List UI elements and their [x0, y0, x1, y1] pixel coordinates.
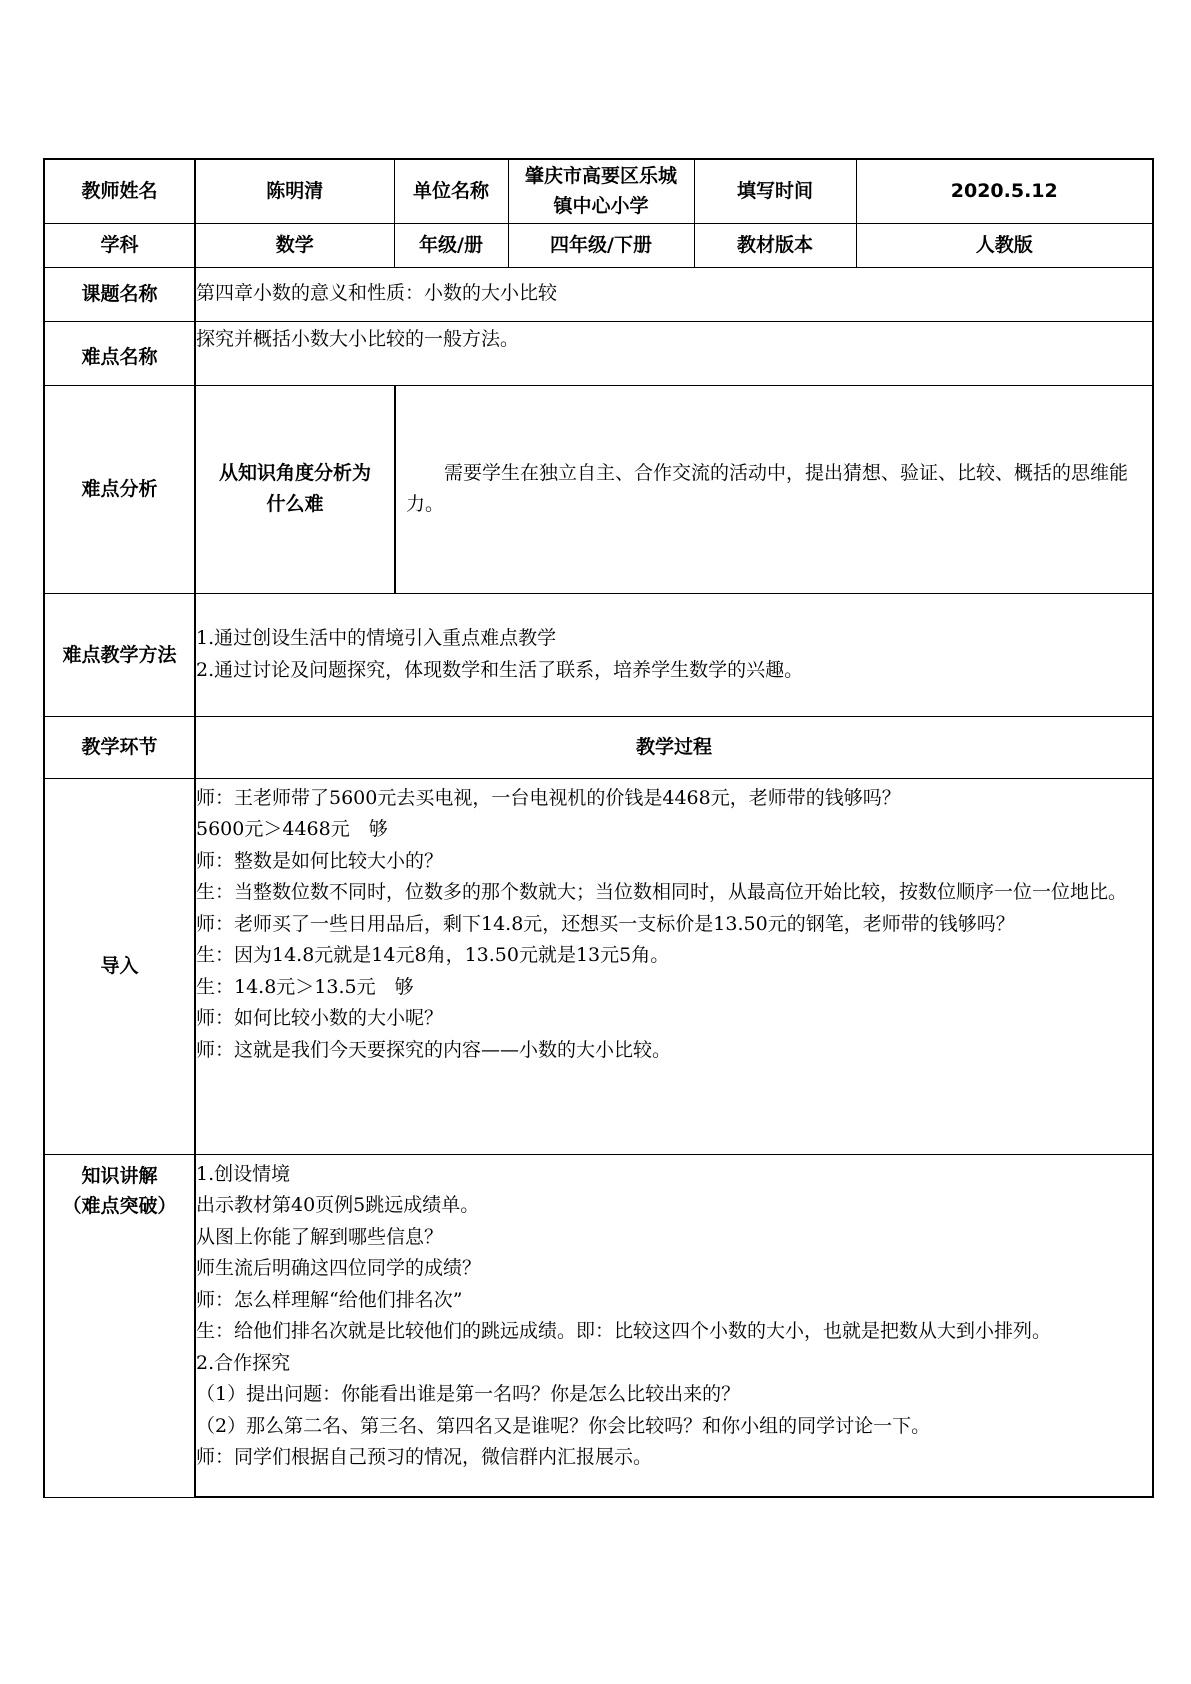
row-difficulty — [44, 321, 1153, 385]
intro-label: 导入 — [44, 778, 195, 1154]
knowledge-line: 出示教材第40页例5跳远成绩单。 — [196, 1194, 480, 1216]
knowledge-line: 师：怎么样理解“给他们排名次” — [196, 1288, 463, 1311]
topic-label: 课题名称 — [44, 267, 195, 321]
knowledge-line: 师：同学们根据自己预习的情况，微信群内汇报展示。 — [196, 1446, 653, 1468]
analysis-cell — [195, 385, 1153, 593]
knowledge-label — [44, 1154, 195, 1497]
subject-label: 学科 — [44, 223, 195, 267]
intro-line: 师：王老师带了5600元去买电视，一台电视机的价钱是4468元，老师带的钱够吗？ — [196, 786, 901, 809]
unit-name-label: 单位名称 — [394, 159, 508, 223]
knowledge-line: 师生流后明确这四位同学的成绩？ — [196, 1257, 482, 1279]
row-teacher-info — [44, 159, 1153, 223]
grade-value: 四年级/下册 — [508, 223, 694, 267]
process-title: 教学过程 — [195, 716, 1153, 778]
grade-label: 年级/册 — [394, 223, 508, 267]
intro-line: 师：老师买了一些日用品后，剩下14.8元，还想买一支标价是13.50元的钢笔，老师带的钱够吗？ — [196, 912, 1015, 935]
teacher-name-value: 陈明清 — [195, 159, 394, 223]
fill-date-value: 2020.5.12 — [856, 159, 1153, 223]
intro-line: 师：整数是如何比较大小的？ — [196, 849, 444, 872]
topic-value: 第四章小数的意义和性质：小数的大小比较 — [195, 267, 1153, 321]
method-line: 2.通过讨论及问题探究，体现数学和生活了联系，培养学生数学的兴趣。 — [196, 658, 804, 681]
analysis-split — [196, 386, 1152, 593]
knowledge-line: （1）提出问题：你能看出谁是第一名吗？你是怎么比较出来的？ — [196, 1383, 741, 1405]
knowledge-label-line2: （难点突破） — [62, 1194, 177, 1217]
method-value — [195, 593, 1153, 716]
intro-line: 生：因为14.8元就是14元8角，13.50元就是13元5角。 — [196, 944, 670, 966]
difficulty-value: 探究并概括小数大小比较的一般方法。 — [195, 321, 1153, 385]
intro-line: 5600元＞4468元 够 — [196, 818, 388, 840]
knowledge-content — [195, 1154, 1153, 1497]
row-method — [44, 593, 1153, 716]
fill-date-label: 填写时间 — [694, 159, 856, 223]
analysis-sub-label — [196, 386, 396, 593]
knowledge-line: 2.合作探究 — [196, 1351, 291, 1374]
intro-line: 生：14.8元＞13.5元 够 — [196, 975, 414, 998]
unit-name-line2: 镇中心小学 — [553, 195, 649, 218]
teacher-name-label: 教师姓名 — [44, 159, 195, 223]
intro-line: 师：这就是我们今天要探究的内容——小数的大小比较。 — [196, 1038, 672, 1061]
difficulty-label: 难点名称 — [44, 321, 195, 385]
analysis-sub-label-line2: 什么难 — [266, 493, 324, 515]
process-step-label: 教学环节 — [44, 716, 195, 778]
row-analysis — [44, 385, 1153, 593]
edition-label: 教材版本 — [694, 223, 856, 267]
knowledge-line: 从图上你能了解到哪些信息？ — [196, 1225, 444, 1248]
knowledge-line: 生：给他们排名次就是比较他们的跳远成绩。即：比较这四个小数的大小，也就是把数从大到小排列。 — [196, 1320, 1052, 1342]
intro-content — [195, 778, 1153, 1154]
edition-value: 人教版 — [856, 223, 1153, 267]
knowledge-line: （2）那么第二名、第三名、第四名又是谁呢？你会比较吗？和你小组的同学讨论一下。 — [196, 1414, 931, 1437]
analysis-sub-label-line1: 从知识角度分析为 — [218, 462, 371, 484]
row-intro — [44, 778, 1153, 1154]
knowledge-line: 1.创设情境 — [196, 1162, 291, 1185]
lesson-plan-table — [43, 158, 1154, 1498]
method-line: 1.通过创设生活中的情境引入重点难点教学 — [196, 627, 557, 649]
row-process-header — [44, 716, 1153, 778]
row-knowledge — [44, 1154, 1153, 1497]
knowledge-label-line1: 知识讲解 — [81, 1164, 158, 1187]
subject-value: 数学 — [195, 223, 394, 267]
method-label: 难点教学方法 — [44, 593, 195, 716]
unit-name-line1: 肇庆市高要区乐城 — [524, 165, 677, 188]
unit-name-value — [508, 159, 694, 223]
analysis-value: 需要学生在独立自主、合作交流的活动中，提出猜想、验证、比较、概括的思维能力。 — [406, 461, 1129, 515]
intro-line: 生：当整数位数不同时，位数多的那个数就大；当位数相同时，从最高位开始比较，按数位顺序一位一位地比。 — [196, 881, 1128, 903]
row-topic — [44, 267, 1153, 321]
analysis-label: 难点分析 — [44, 385, 195, 593]
intro-line: 师：如何比较小数的大小呢？ — [196, 1007, 444, 1029]
row-subject-info — [44, 223, 1153, 267]
